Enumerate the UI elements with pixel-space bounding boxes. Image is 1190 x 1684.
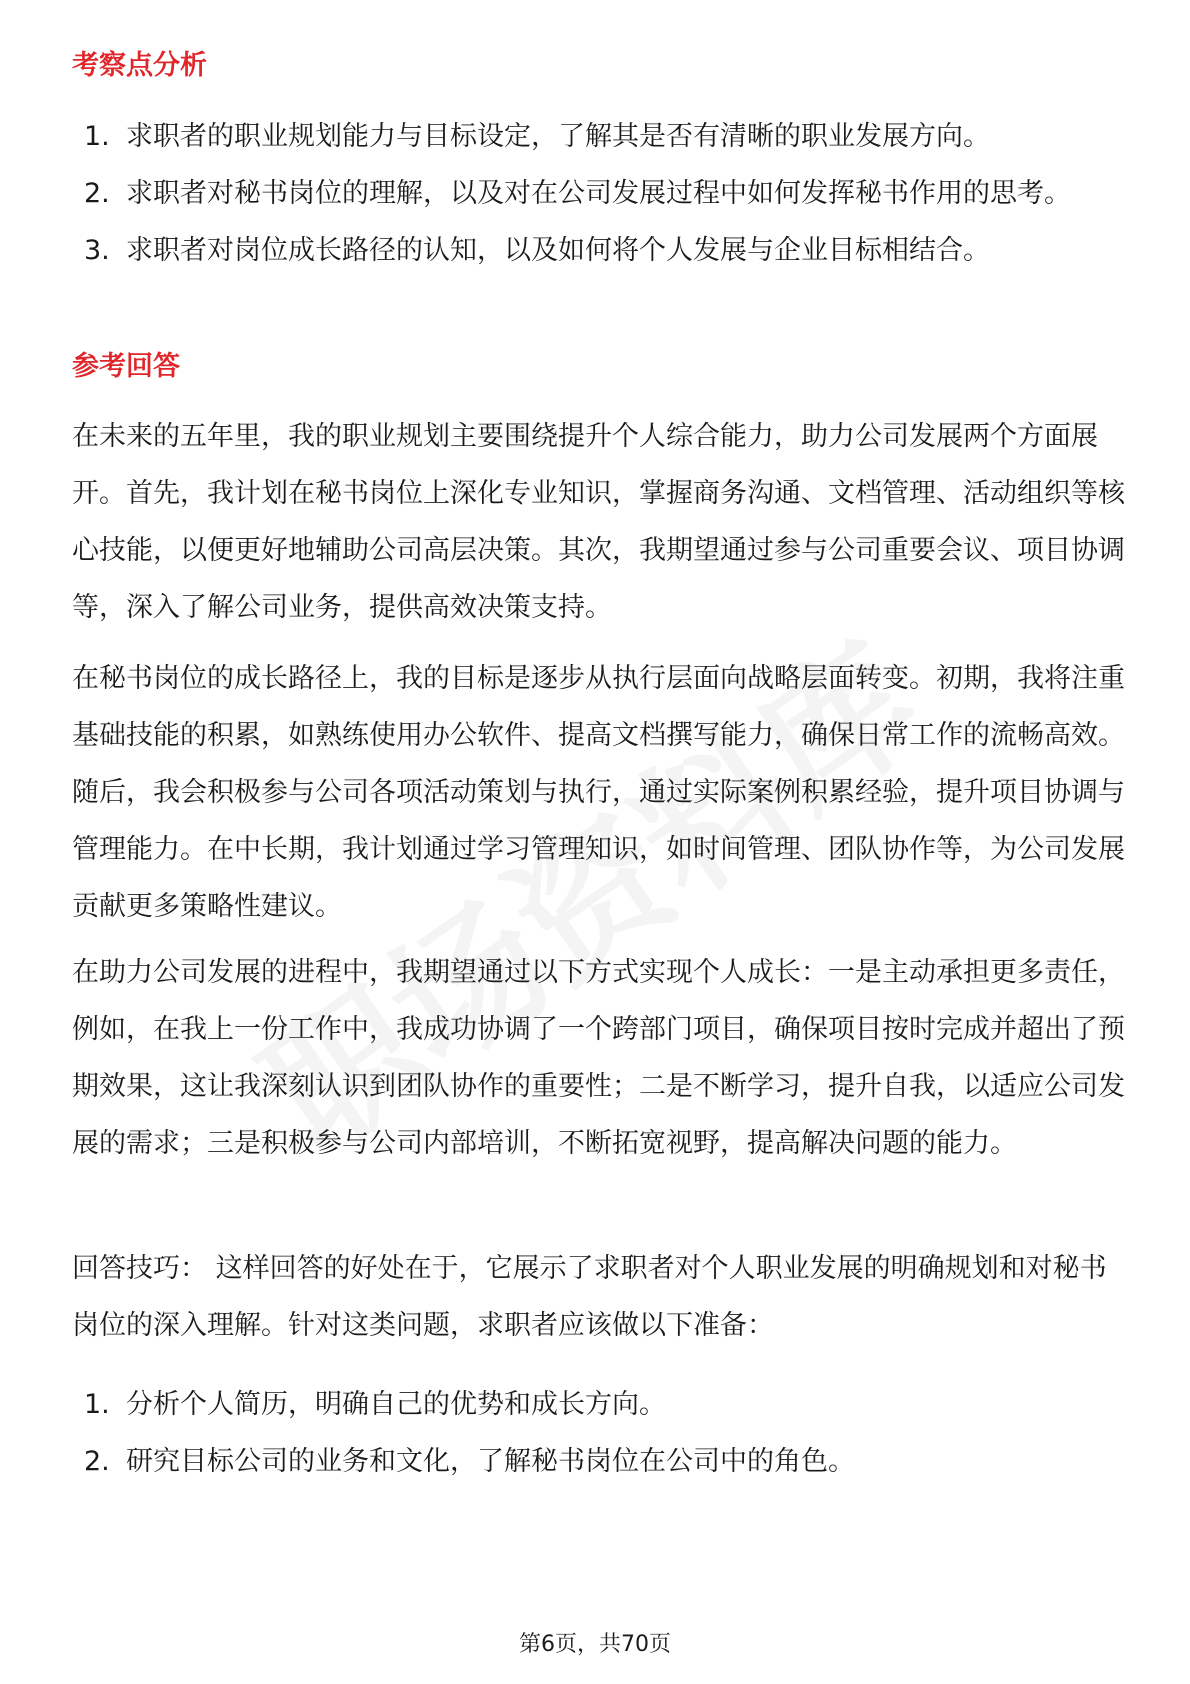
section-heading-analysis: 考察点分析	[72, 50, 207, 81]
list-number: 1.	[84, 1389, 110, 1420]
list-item	[72, 165, 1122, 222]
list-text: 求职者的职业规划能力与目标设定，了解其是否有清晰的职业发展方向。	[126, 121, 990, 152]
list-text: 求职者对岗位成长路径的认知，以及如何将个人发展与企业目标相结合。	[126, 235, 990, 266]
analysis-list	[72, 108, 1122, 279]
section-heading-answer: 参考回答	[72, 351, 180, 382]
list-text: 分析个人简历，明确自己的优势和成长方向。	[126, 1389, 666, 1420]
list-number: 2.	[84, 178, 110, 209]
list-text: 求职者对秘书岗位的理解，以及对在公司发展过程中如何发挥秘书作用的思考。	[126, 178, 1071, 209]
page-number: 第6页，共70页	[519, 1632, 671, 1657]
answer-paragraph-3: 在助力公司发展的进程中，我期望通过以下方式实现个人成长：一是主动承担更多责任，例如，在我上一份工作中，我成功协调了一个跨部门项目，确保项目按时完成并超出了预期效果，这让我深刻认识到团队协作的重要性；二是不断学习，提升自我，以适应公司发展的需求；三是积极参与公司内部培训，不断拓宽视野，提高解决问题的能力。	[72, 957, 1125, 1159]
list-number: 3.	[84, 235, 110, 266]
answer-paragraph-2: 在秘书岗位的成长路径上，我的目标是逐步从执行层面向战略层面转变。初期，我将注重基础技能的积累，如熟练使用办公软件、提高文档撰写能力，确保日常工作的流畅高效。随后，我会积极参与公司各项活动策划与执行，通过实际案例积累经验，提升项目协调与管理能力。在中长期，我计划通过学习管理知识，如时间管理、团队协作等，为公司发展贡献更多策略性建议。	[72, 663, 1125, 922]
list-text: 研究目标公司的业务和文化，了解秘书岗位在公司中的角色。	[126, 1446, 855, 1477]
list-number: 2.	[84, 1446, 110, 1477]
list-item	[72, 108, 1122, 165]
answer-paragraph-1: 在未来的五年里，我的职业规划主要围绕提升个人综合能力，助力公司发展两个方面展开。首先，我计划在秘书岗位上深化专业知识，掌握商务沟通、文档管理、活动组织等核心技能，以便更好地辅助公司高层决策。其次，我期望通过参与公司重要会议、项目协调等，深入了解公司业务，提供高效决策支持。	[72, 421, 1125, 623]
list-number: 1.	[84, 121, 110, 152]
list-item	[72, 1376, 1122, 1433]
answer-tips-paragraph: 回答技巧： 这样回答的好处在于，它展示了求职者对个人职业发展的明确规划和对秘书岗位的深入理解。针对这类问题，求职者应该做以下准备：	[72, 1253, 1107, 1341]
tips-list	[72, 1376, 1122, 1490]
list-item	[72, 1433, 1122, 1490]
list-item	[72, 222, 1122, 279]
